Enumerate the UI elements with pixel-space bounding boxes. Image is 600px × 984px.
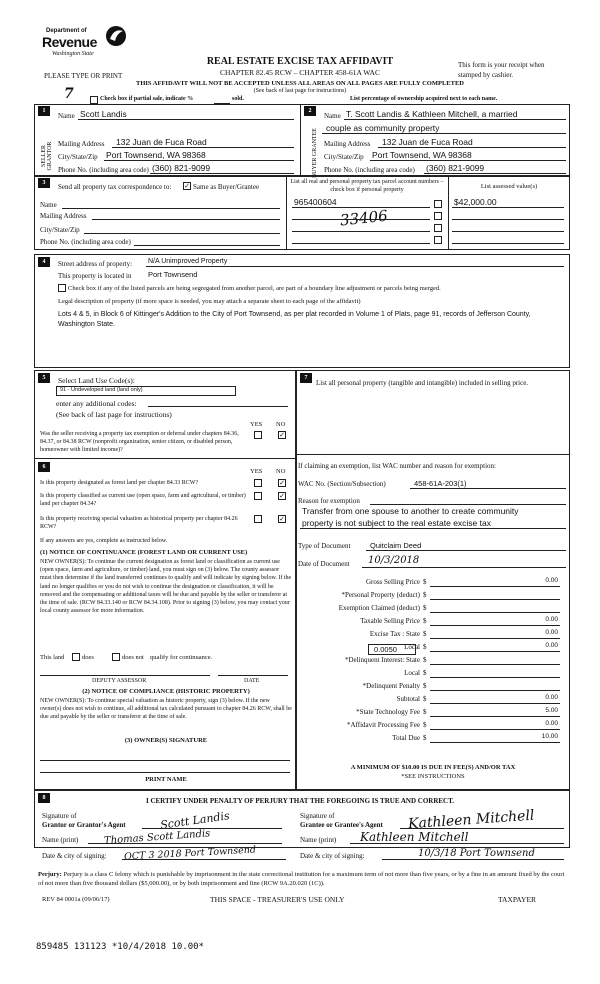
- tax-row-dollar: $: [423, 734, 427, 742]
- partial-sale-label: Check box if partial sale, indicate %: [100, 96, 194, 102]
- treasurer-use-only: THIS SPACE - TREASURER'S USE ONLY: [210, 895, 345, 904]
- grantor-signature[interactable]: Scott Landis: [159, 809, 231, 832]
- section-2-badge: 2: [304, 106, 316, 116]
- tax-row-value[interactable]: 0.00: [545, 720, 558, 727]
- buyer-name-continued[interactable]: couple as community property: [326, 123, 440, 133]
- legal-description[interactable]: Lots 4 & 5, in Block 6 of Kittinger's Addition to the City of Port Townsend, as per plat recorded in Volume 1 of Plats, page 91, records of Jefferson County, Washington State.: [58, 311, 531, 328]
- forest-yes-checkbox[interactable]: [254, 479, 262, 487]
- tax-row-label: Exemption Claimed (deduct): [338, 604, 420, 612]
- tax-row-value[interactable]: 0.00: [545, 577, 558, 584]
- tax-row-underline: [430, 625, 560, 626]
- buyer-side-label: BUYER GRANTEE: [312, 128, 318, 178]
- forest-no-checkbox[interactable]: ✓: [279, 479, 285, 487]
- grantor-printed-name[interactable]: Thomas Scott Landis: [103, 828, 211, 847]
- ownership-note: List percentage of ownership acquired next to each name.: [350, 96, 498, 102]
- correspondence-address-label: Mailing Address: [40, 212, 87, 220]
- tax-row-value[interactable]: 0.00: [545, 694, 558, 701]
- dor-logo: [40, 22, 135, 62]
- grantor-agent-label: Grantor or Grantor's Agent: [42, 821, 126, 829]
- perjury-label: Perjury:: [38, 871, 62, 878]
- personal-property-checkbox-3[interactable]: [434, 224, 442, 232]
- same-as-buyer-checkbox[interactable]: ✓: [184, 182, 190, 190]
- seller-address[interactable]: 132 Juan de Fuca Road: [116, 137, 207, 147]
- partial-sale-checkbox[interactable]: [90, 96, 98, 104]
- notice-compliance-title: (2) NOTICE OF COMPLIANCE (HISTORIC PROPERTY): [82, 688, 250, 695]
- send-correspondence-label: Send all property tax correspondence to:: [58, 183, 172, 191]
- tax-row-underline: [430, 638, 560, 639]
- tax-row-label: Subtotal: [396, 695, 420, 703]
- partial-sale-mark: 7: [64, 86, 74, 102]
- form-title: REAL ESTATE EXCISE TAX AFFIDAVIT: [206, 56, 394, 67]
- tax-row-dollar: $: [423, 643, 427, 651]
- doc-date[interactable]: 10/3/2018: [368, 555, 420, 566]
- additional-codes-label: enter any additional codes:: [56, 399, 137, 408]
- tax-row-underline: [430, 716, 560, 717]
- section-8-badge: 8: [38, 793, 50, 803]
- parcel-header: List all real and personal property tax parcel account numbers – check box if personal property: [290, 179, 444, 193]
- s5-no-header: NO: [276, 421, 286, 428]
- land-use-label: Select Land Use Code(s):: [58, 376, 135, 385]
- tax-row-label: *Affidavit Processing Fee: [347, 721, 420, 729]
- see-instructions-note: *SEE INSTRUCTIONS: [401, 773, 465, 780]
- sold-label: sold.: [232, 96, 244, 102]
- form-chapter: CHAPTER 82.45 RCW – CHAPTER 458-61A WAC: [220, 68, 380, 77]
- seller-side-label: SELLER GRANTOR: [41, 141, 53, 171]
- historical-yes-checkbox[interactable]: [254, 515, 262, 523]
- street-address-label: Street address of property:: [58, 260, 133, 268]
- buyer-address-label: Mailing Address: [324, 140, 371, 148]
- legal-description-label: Legal description of property (if more space is needed, you may attach a separate sheet to each page of the affidavit): [58, 298, 361, 305]
- seller-phone-label: Phone No. (including area code): [58, 166, 149, 174]
- grantee-sig-label: Signature of: [300, 812, 335, 820]
- grantor-date-label: Date & city of signing:: [42, 852, 107, 860]
- s6-yes-header: YES: [250, 468, 263, 475]
- assessed-value[interactable]: $42,000.00: [454, 197, 497, 207]
- personal-property-checkbox-4[interactable]: [434, 236, 442, 244]
- notice-continuance-text: NEW OWNER(S): To continue the current designation as forest land or classification as current use (open space, farm and agriculture, or timber) land, you must sign on (3) below. The county assessor must then determine if the land transferred continues to qualify and will indicate by signing below. If the land no longer qualifies or you do not wish to continue the designation or classification, it will be removed and the compensating or additional taxes will be due and payable by the seller or transferor at the time of sale. (RCW 84.33.140 or RCW 84.34.108). Prior to signing (3) below, you may contact your local county assessor for more information.: [40, 559, 292, 615]
- correspondence-phone-label: Phone No. (including area code): [40, 238, 131, 246]
- tax-row-underline: [430, 677, 560, 678]
- perjury-notice: [38, 870, 568, 888]
- historical-question: Is this property receiving special valuation as historical property per chapter 84.26 RCW?: [40, 516, 238, 530]
- exemption-no-checkbox[interactable]: ✓: [279, 431, 285, 439]
- see-back-label: (See back of last page for instructions): [56, 410, 172, 419]
- tax-row-underline: [430, 729, 560, 730]
- tax-row-value[interactable]: 0.00: [545, 616, 558, 623]
- does-not-label: does not: [122, 654, 144, 661]
- perjury-text: Perjury is a class C felony which is punishable by imprisonment in the state correctional institution for a maximum term of not more than five years, or by a fine in an amount fixed by the court of not more than five thousand dollars ($5,000.00), or by both imprisonment and fine (RCW 9A.20.020 (1C)).: [38, 871, 565, 887]
- buyer-name[interactable]: T. Scott Landis & Kathleen Mitchell, a married: [346, 109, 518, 119]
- section-4-badge: 4: [38, 257, 50, 267]
- receipt-note: This form is your receipt when stamped by cashier.: [458, 61, 545, 79]
- tax-row-dollar: $: [423, 708, 427, 716]
- qualify-label: qualify for continuance.: [150, 654, 213, 661]
- tax-row-dollar: $: [423, 604, 427, 612]
- reason-line-2[interactable]: property is not subject to the real estate excise tax: [302, 518, 491, 528]
- exemption-yes-checkbox[interactable]: [254, 431, 262, 439]
- personal-property-checkbox-1[interactable]: [434, 200, 442, 208]
- reason-label: Reason for exemption: [298, 497, 360, 505]
- same-as-buyer-label: Same as Buyer/Grantee: [193, 183, 260, 191]
- tax-row-label: *Delinquent Interest: State: [344, 656, 420, 664]
- form-number: REV 84 0001a (09/06/17): [42, 896, 110, 903]
- does-not-checkbox[interactable]: [112, 653, 120, 661]
- logo-main: Revenue: [42, 34, 97, 50]
- tax-row-dollar: $: [423, 669, 427, 677]
- instructions-note: (See back of last page for instructions): [253, 88, 347, 94]
- logo-sub: Washington State: [52, 51, 94, 57]
- current-use-yes-checkbox[interactable]: [254, 492, 262, 500]
- this-land-label: This land: [40, 654, 65, 661]
- personal-property-checkbox-2[interactable]: [434, 212, 442, 220]
- buyer-address[interactable]: 132 Juan de Fuca Road: [382, 137, 473, 147]
- buyer-city[interactable]: Port Townsend, WA 98368: [372, 150, 472, 160]
- grantor-name-label: Name (print): [42, 836, 79, 844]
- tax-row-dollar: $: [423, 656, 427, 664]
- certify-statement: I CERTIFY UNDER PENALTY OF PERJURY THAT THE FOREGOING IS TRUE AND CORRECT.: [145, 797, 454, 805]
- tax-row-dollar: $: [423, 630, 427, 638]
- seller-city-label: City/State/Zip: [58, 153, 98, 161]
- tax-row-dollar: $: [423, 695, 427, 703]
- buyer-phone[interactable]: (360) 821-9099: [426, 163, 485, 173]
- tax-row-underline: [430, 690, 560, 691]
- deputy-assessor-label: DEPUTY ASSESSOR: [92, 678, 147, 684]
- print-name-label: PRINT NAME: [145, 776, 187, 783]
- tax-row-label: Taxable Selling Price: [360, 617, 420, 625]
- tax-row-label: Local: [404, 643, 420, 651]
- tax-row-underline: [430, 612, 560, 613]
- historical-no-checkbox[interactable]: ✓: [279, 515, 285, 523]
- section-5-badge: 5: [38, 373, 50, 383]
- grantee-date-label: Date & city of signing:: [300, 852, 365, 860]
- doc-type-label: Type of Document: [298, 542, 351, 550]
- wac-number[interactable]: 458-61A-203(1): [414, 479, 467, 488]
- taxpayer-copy-label: TAXPAYER: [498, 895, 537, 904]
- doc-date-label: Date of Document: [298, 560, 350, 568]
- tax-row-underline: [430, 599, 560, 600]
- notice-compliance-text: NEW OWNER(S): To continue special valuation as historic property, sign (3) below. If the new owner(s) does not wish to continue, all additional tax calculated pursuant to chapter 84.26 RCW, shall be due and payable by the seller or transferor at the time of sale.: [40, 698, 292, 721]
- segregated-checkbox[interactable]: [58, 284, 66, 292]
- wac-label: WAC No. (Section/Subsection): [298, 480, 386, 488]
- seller-address-label: Mailing Address: [58, 140, 105, 148]
- current-use-question: Is this property classified as current use (open space, farm and agricultural, or timber) land per chapter 84.34?: [40, 493, 246, 507]
- seller-phone[interactable]: (360) 821-9099: [152, 163, 211, 173]
- grantee-name-label: Name (print): [300, 836, 337, 844]
- tax-row-label: Gross Selling Price: [365, 578, 420, 586]
- tax-row-dollar: $: [423, 578, 427, 586]
- tax-row-value[interactable]: 0.00: [545, 642, 558, 649]
- section-3-badge: 3: [38, 178, 50, 188]
- buyer-phone-label: Phone No. (including area code): [324, 166, 415, 174]
- tax-row-label: Total Due: [392, 734, 420, 742]
- if-yes-note: If any answers are yes, complete as instructed below.: [40, 538, 168, 544]
- segregated-label: Check box if any of the listed parcels are being segregated from another parcel, are part of a boundary line adjustment or parcels being merged.: [68, 285, 441, 292]
- grantee-signature[interactable]: Kathleen Mitchell: [407, 807, 535, 833]
- section-1-badge: 1: [38, 106, 50, 116]
- exemption-question: Was the seller receiving a property tax exemption or deferral under chapters 84.36, 84.37, or 84.38 RCW (nonprofit organization, senior citizen, or disabled person, homeowner with limited income)?: [40, 431, 239, 453]
- minimum-due-note: A MINIMUM OF $10.00 IS DUE IN FEE(S) AND/OR TAX: [350, 764, 516, 771]
- warning-text: THIS AFFIDAVIT WILL NOT BE ACCEPTED UNLESS ALL AREAS ON ALL PAGES ARE FULLY COMPLETED: [136, 80, 464, 87]
- tax-row-value[interactable]: 5.00: [545, 707, 558, 714]
- print-note: PLEASE TYPE OR PRINT: [44, 72, 123, 80]
- doc-type[interactable]: Quitclaim Deed: [370, 541, 422, 550]
- s5-yes-header: YES: [250, 421, 263, 428]
- grantor-sig-label: Signature of: [42, 812, 77, 820]
- tax-row-value[interactable]: 10.00: [541, 733, 558, 740]
- assessed-value-header: List assessed value(s): [480, 183, 538, 190]
- date-label: DATE: [244, 678, 260, 684]
- local-rate: 0.0050: [374, 645, 397, 654]
- section-6-badge: 6: [38, 462, 50, 472]
- section-7-badge: 7: [300, 373, 312, 383]
- tax-row-dollar: $: [423, 682, 427, 690]
- current-use-no-checkbox[interactable]: ✓: [279, 492, 285, 500]
- located-in-label: This property is located in: [58, 272, 132, 280]
- reason-line-1[interactable]: Transfer from one spouse to another to create community: [302, 506, 519, 516]
- handwritten-account-number: 33406: [339, 206, 389, 230]
- personal-property-label: List all personal property (tangible and intangible) included in selling price.: [316, 379, 529, 387]
- grantee-agent-label: Grantee or Grantee's Agent: [300, 821, 383, 829]
- tax-row-underline: [430, 664, 560, 665]
- tax-row-underline: [430, 703, 560, 704]
- seller-city[interactable]: Port Townsend, WA 98368: [106, 150, 206, 160]
- seller-name[interactable]: Scott Landis: [80, 109, 127, 119]
- logo-top: Department of: [46, 28, 87, 34]
- tax-row-underline: [430, 651, 560, 652]
- grantee-date-city[interactable]: 10/3/18 Port Townsend: [418, 848, 535, 859]
- land-use-value: 91 - Undeveloped land (land only): [60, 387, 143, 393]
- logo-swirl-icon: [104, 24, 128, 48]
- parcel-number[interactable]: 965400604: [294, 197, 337, 207]
- cashier-stamp: 859485 131123 *10/4/2018 10.00*: [36, 942, 204, 952]
- seller-name-label: Name: [58, 112, 75, 120]
- tax-row-underline: [430, 742, 560, 743]
- tax-row-dollar: $: [423, 721, 427, 729]
- buyer-city-label: City/State/Zip: [324, 153, 364, 161]
- grantee-printed-name[interactable]: Kathleen Mitchell: [360, 830, 469, 844]
- tax-row-label: *State Technology Fee: [356, 708, 420, 716]
- tax-row-label: *Delinquent Penalty: [362, 682, 420, 690]
- exemption-claim-label: If claiming an exemption, list WAC number and reason for exemption:: [298, 462, 496, 470]
- tax-row-dollar: $: [423, 591, 427, 599]
- owner-signature-label: (3) OWNER(S) SIGNATURE: [124, 737, 208, 744]
- tax-row-underline: [430, 586, 560, 587]
- correspondence-name-label: Name: [40, 201, 57, 209]
- forest-land-question: Is this property designated as forest land per chapter 84.33 RCW?: [40, 480, 199, 486]
- buyer-name-label: Name: [324, 112, 341, 120]
- tax-row-label: Local: [404, 669, 420, 677]
- notice-continuance-title: (1) NOTICE OF CONTINUANCE (FOREST LAND OR CURRENT USE): [40, 549, 248, 556]
- does-checkbox[interactable]: [72, 653, 80, 661]
- located-in[interactable]: Port Townsend: [148, 270, 198, 279]
- street-address[interactable]: N/A Unimproved Property: [148, 258, 228, 265]
- grantor-date-city[interactable]: OCT 3 2018 Port Townsend: [123, 844, 257, 863]
- tax-row-label: Excise Tax : State: [369, 630, 420, 638]
- tax-row-label: *Personal Property (deduct): [341, 591, 420, 599]
- correspondence-city-label: City/State/Zip: [40, 226, 80, 234]
- s6-no-header: NO: [276, 468, 286, 475]
- tax-row-value[interactable]: 0.00: [545, 629, 558, 636]
- does-label: does: [82, 654, 94, 661]
- tax-row-dollar: $: [423, 617, 427, 625]
